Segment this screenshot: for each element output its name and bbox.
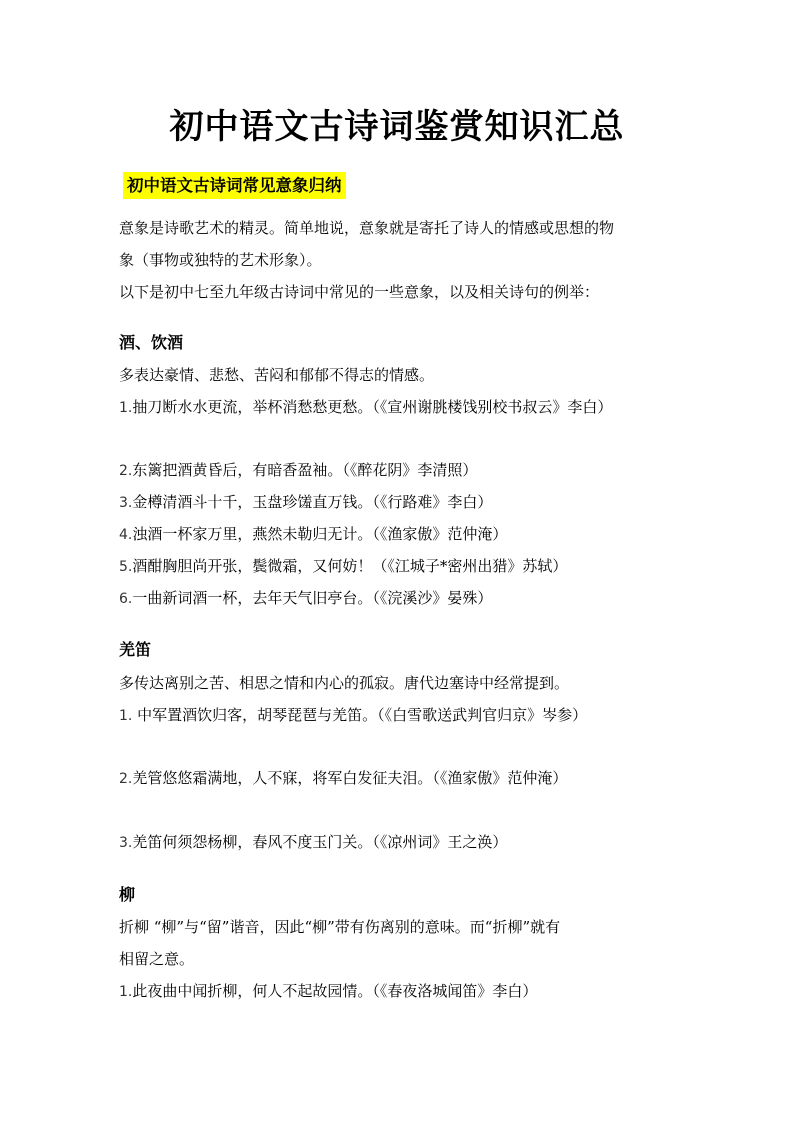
poem-example-item	[119, 490, 679, 515]
section-description-line-1: 折柳 “柳”与“留”谐音，因此“柳”带有伤离别的意味。而“折柳”就有	[119, 918, 561, 936]
poem-example-item	[119, 703, 679, 728]
item-text: 浊酒一杯家万里，燕然未勒归无计。（《渔家傲》范仲淹）	[132, 525, 508, 543]
section-description-line-2: 相留之意。	[119, 950, 195, 968]
section-heading-qiangdi: 羌笛	[119, 640, 152, 659]
item-number: 5.	[119, 559, 133, 575]
item-number: 2.	[119, 771, 133, 787]
section-description: 多传达离别之苦、相思之情和内心的孤寂。唐代边塞诗中经常提到。	[119, 674, 570, 692]
intro-line-3: 以下是初中七至九年级古诗词中常见的一些意象，以及相关诗句的例举：	[119, 283, 600, 301]
intro-line-2: 象（事物或独特的艺术形象）。	[119, 251, 322, 269]
section-heading-willow: 柳	[119, 885, 136, 904]
item-text: 抽刀断水水更流，举杯消愁愁更愁。（《宣州谢朓楼饯别校书叔云》李白）	[132, 398, 613, 416]
item-number: 1.	[119, 708, 133, 724]
poem-example-item	[119, 395, 679, 420]
item-number: 1.	[119, 984, 133, 1000]
item-text: 羌笛何须怨杨柳，春风不度玉门关。（《凉州词》王之涣）	[132, 833, 508, 851]
page-title: 初中语文古诗词鉴赏知识汇总	[169, 107, 625, 147]
item-number: 3.	[119, 835, 133, 851]
item-number: 3.	[119, 495, 133, 511]
poem-example-item	[119, 522, 679, 547]
intro-line-1: 意象是诗歌艺术的精灵。简单地说，意象就是寄托了诗人的情感或思想的物	[119, 219, 615, 237]
section-heading-wine: 酒、饮酒	[119, 333, 184, 352]
item-number: 6.	[119, 591, 133, 607]
item-number: 2.	[119, 463, 133, 479]
item-text: 一曲新词酒一杯，去年天气旧亭台。（《浣溪沙》晏殊）	[132, 589, 493, 607]
poem-example-item	[119, 586, 679, 611]
poem-example-item	[119, 458, 679, 483]
item-number: 1.	[119, 400, 133, 416]
poem-example-item	[119, 979, 679, 1004]
section-description: 多表达豪情、悲愁、苦闷和郁郁不得志的情感。	[119, 366, 435, 384]
section-subtitle-highlighted: 初中语文古诗词常见意象归纳	[123, 172, 346, 199]
item-text: 金樽清酒斗十千，玉盘珍馐直万钱。（《行路难》李白）	[132, 493, 493, 511]
item-number: 4.	[119, 527, 133, 543]
poem-example-item	[119, 830, 679, 855]
poem-example-item	[119, 554, 679, 579]
item-text: 此夜曲中闻折柳，何人不起故园情。（《春夜洛城闻笛》李白）	[132, 982, 538, 1000]
item-text: 羌管悠悠霜满地，人不寐，将军白发征夫泪。（《渔家傲》范仲淹）	[132, 769, 568, 787]
poem-example-item	[119, 766, 679, 791]
item-text: 酒酣胸胆尚开张，鬓微霜，又何妨！（《江城子*密州出猎》苏轼）	[132, 557, 568, 575]
item-text: 中军置酒饮归客，胡琴琵琶与羌笛。（《白雪歌送武判官归京》岑参）	[132, 706, 588, 724]
item-text: 东篱把酒黄昏后，有暗香盈袖。（《醉花阴》李清照）	[132, 461, 478, 479]
